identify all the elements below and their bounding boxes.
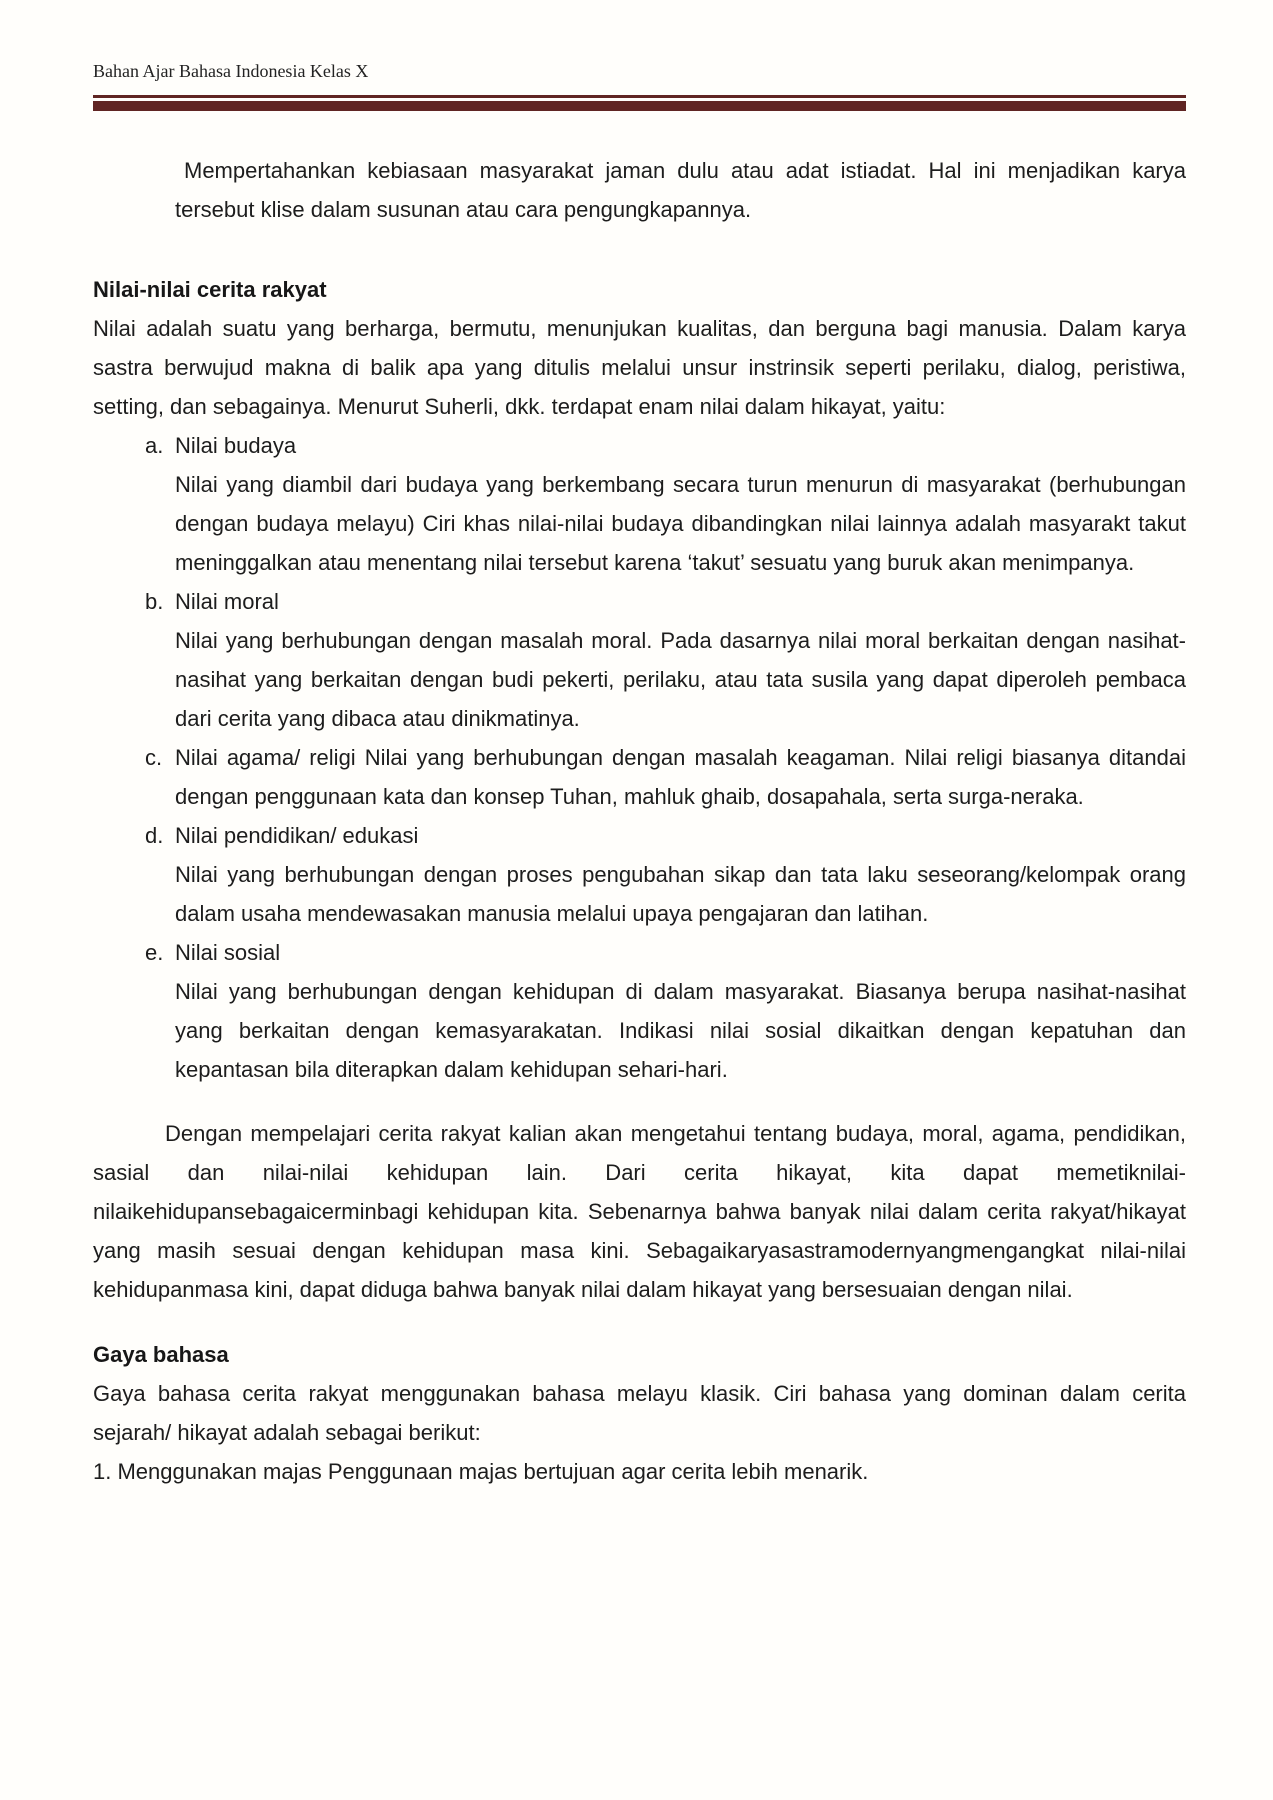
list-item-desc: Nilai yang berhubungan dengan masalah moral. Pada dasarnya nilai moral berkaitan dengan nasihat-nasihat yang berkaitan dengan budi pekerti, perilaku, atau tata susila yang dapat diperoleh pembaca dari cerita yang dibaca atau dinikmatinya. — [175, 628, 1186, 731]
nilai-list — [93, 426, 1186, 1089]
list-item-nilai-sosial — [93, 933, 1186, 1089]
section-heading-gaya: Gaya bahasa — [93, 1342, 229, 1367]
section-heading-nilai: Nilai-nilai cerita rakyat — [93, 277, 327, 302]
list-item-text: Nilai agama/ religi Nilai yang berhubungan dengan masalah keagaman. Nilai religi biasanya ditandai dengan penggunaan kata dan konsep Tuhan, mahluk ghaib, dosapahala, serta surga-neraka. — [175, 745, 1186, 809]
list-item-title: Nilai sosial — [175, 940, 281, 965]
closing-paragraph: Dengan mempelajari cerita rakyat kalian akan mengetahui tentang budaya, moral, agama, pendidikan, sasial dan nilai-nilai kehidupan lain. Dari cerita hikayat, kita dapat memetiknilai-nilaikehidupansebagaicerminbagi kehidupan kita. Sebenarnya bahwa banyak nilai dalam cerita rakyat/hikayat yang masih sesuai dengan kehidupan masa kini. Sebagaikaryasastramodernyangmengangkat nilai-nilai kehidupanmasa kini, dapat diduga bahwa banyak nilai dalam hikayat yang bersesuaian dengan nilai. — [93, 1121, 1186, 1302]
list-item-title: Nilai budaya — [175, 433, 297, 458]
list-item-desc: Nilai yang berhubungan dengan proses pengubahan sikap dan tata laku seseorang/kelompak orang dalam usaha mendewasakan manusia melalui upaya pengajaran dan latihan. — [175, 862, 1186, 926]
list-marker: d. — [145, 823, 164, 848]
gaya-intro-paragraph: Gaya bahasa cerita rakyat menggunakan bahasa melayu klasik. Ciri bahasa yang dominan dalam cerita sejarah/ hikayat adalah sebagai berikut: — [93, 1381, 1186, 1445]
list-marker: b. — [145, 589, 164, 614]
header-rule-thin — [93, 95, 1186, 98]
intro-paragraph: Mempertahankan kebiasaan masyarakat jaman dulu atau adat istiadat. Hal ini menjadikan karya tersebut klise dalam susunan atau cara pengungkapannya. — [175, 158, 1186, 222]
list-item-desc: Nilai yang diambil dari budaya yang berkembang secara turun menurun di masyarakat (berhubungan dengan budaya melayu) Ciri khas nilai-nilai budaya dibandingkan nilai lainnya adalah masyarakt takut meninggalkan atau menentang nilai tersebut karena ‘takut’ sesuatu yang buruk akan menimpanya. — [175, 472, 1186, 575]
list-item-nilai-pendidikan — [93, 816, 1186, 933]
document-body — [93, 111, 1186, 1491]
page-header — [93, 0, 1186, 111]
list-item-title: Nilai pendidikan/ edukasi — [175, 823, 419, 848]
header-title: Bahan Ajar Bahasa Indonesia Kelas X — [93, 61, 369, 81]
list-item-desc: Nilai yang berhubungan dengan kehidupan di dalam masyarakat. Biasanya berupa nasihat-nasihat yang berkaitan dengan kemasyarakatan. Indikasi nilai sosial dikaitkan dengan kepatuhan dan kepantasan bila diterapkan dalam kehidupan sehari-hari. — [175, 979, 1186, 1082]
list-item-nilai-agama — [93, 738, 1186, 816]
list-marker: c. — [145, 745, 163, 770]
header-rule-thick — [93, 101, 1186, 111]
list-marker: e. — [145, 940, 164, 965]
list-item-title: Nilai moral — [175, 589, 279, 614]
nilai-intro-paragraph: Nilai adalah suatu yang berharga, bermutu, menunjukan kualitas, dan berguna bagi manusia. Dalam karya sastra berwujud makna di balik apa yang ditulis melalui unsur instrinsik seperti perilaku, dialog, peristiwa, setting, dan sebagainya. Menurut Suherli, dkk. terdapat enam nilai dalam hikayat, yaitu: — [93, 316, 1186, 419]
list-item-nilai-budaya — [93, 426, 1186, 582]
list-marker: a. — [145, 433, 164, 458]
gaya-point-1: 1. Menggunakan majas Penggunaan majas bertujuan agar cerita lebih menarik. — [93, 1459, 869, 1484]
list-item-nilai-moral — [93, 582, 1186, 738]
